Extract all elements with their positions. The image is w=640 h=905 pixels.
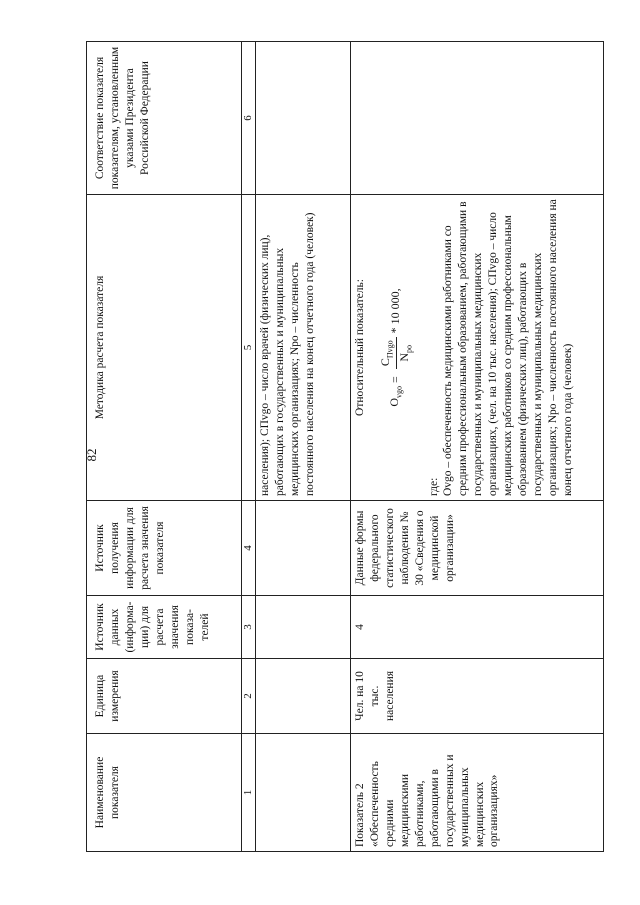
formula-lhs: $O_{vgo}$	[387, 385, 404, 407]
indicator-2-method	[351, 195, 604, 501]
indicator-2-row	[351, 42, 604, 852]
definitions-text: Оvgo – обеспеченность медицинскими работниками со средним профессиональным образованием, работающими в государственных и муниципальных медицинских организациях, (чел. на 10 тыс. населения); СПvgo – число медицинских работников со средним профессиональным образованием (физических лиц), работающих в государственных и муниципальных медицинских организациях; Npo – численность постоянного населения на конец отчетного года (человек)	[442, 199, 574, 496]
indicator-2-unit: Чел. на 10 тыс. населения	[351, 659, 604, 734]
formula-multiplier: * 10 000,	[388, 288, 403, 334]
indicator-2-data-source: 4	[351, 596, 604, 659]
equals-sign: =	[388, 373, 403, 386]
header-indicator-name: Наименование показателя	[87, 734, 242, 852]
formula-numerator: $C_{Пvgo}$	[378, 337, 397, 369]
header-row	[87, 42, 242, 852]
col-number: 5	[242, 195, 256, 501]
indicator-2-info-source: Данные формы федерального статистического наблюдения № 30 «Сведения о медицинской организации»	[351, 501, 604, 596]
continuation-row	[256, 42, 351, 852]
indicator-2-compliance	[351, 42, 604, 195]
header-unit: Единица измерения	[87, 659, 242, 734]
continuation-method-text: населения); СПvgo – число врачей (физических лиц), работающих в государственных и муниципальных медицинских организациях; Npo – численность постоянного населения на конец отчетного года (человек)	[256, 195, 351, 501]
col-number: 1	[242, 734, 256, 852]
header-compliance: Соответствие показателя показателям, установленным указами Президента Российской Федерации	[87, 42, 242, 195]
method-intro: Относительный показатель:	[354, 279, 366, 416]
formula-fraction	[378, 337, 415, 369]
header-data-source: Источник данных (информа-ции) для расчета значения показа-телей	[87, 596, 242, 659]
header-method: Методика расчета показателя	[87, 195, 242, 501]
rotated-table-container	[86, 42, 614, 852]
column-number-row	[242, 42, 256, 852]
col-number: 2	[242, 659, 256, 734]
indicator-2-name: Показатель 2 «Обеспеченность средними медицинскими работниками, работающими в государственных и муниципальных медицинских организациях»	[351, 734, 604, 852]
indicators-table	[86, 41, 604, 852]
col-number: 6	[242, 42, 256, 195]
formula-denominator: $N_{po}$	[396, 344, 414, 362]
header-info-source: Источник получения информации для расчета значения показателя	[87, 501, 242, 596]
col-number: 4	[242, 501, 256, 596]
page-number: 82	[84, 448, 99, 462]
formula	[378, 199, 415, 496]
col-number: 3	[242, 596, 256, 659]
where-label: где:	[427, 477, 440, 496]
